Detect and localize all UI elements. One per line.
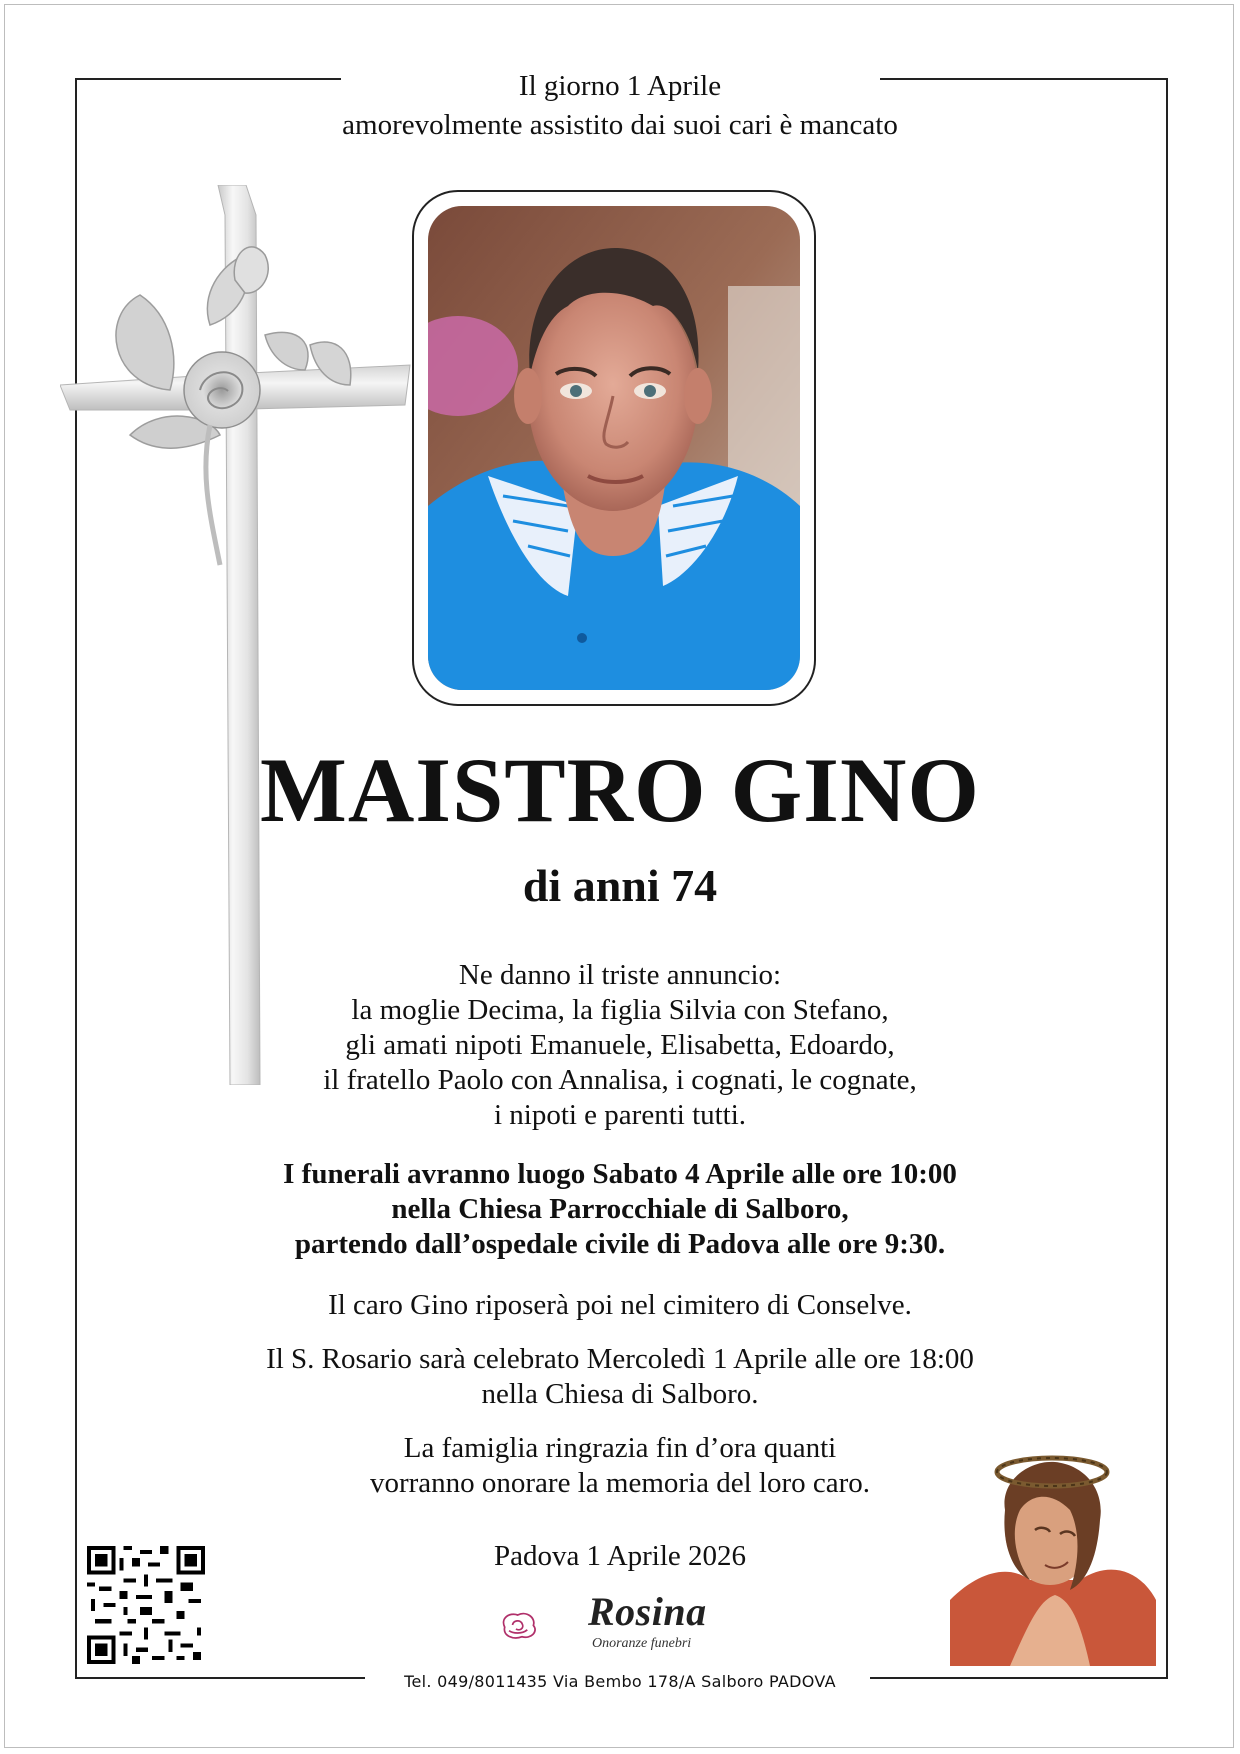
thanks-line: vorranno onorare la memoria del loro caro.	[369, 1467, 871, 1499]
ecce-homo-image	[950, 1450, 1156, 1666]
funeral-line: I funerali avranno luogo Sabato 4 Aprile alle ore 10:00	[283, 1158, 957, 1190]
funeral-home-name: Rosina	[588, 1589, 707, 1634]
funeral-line: nella Chiesa Parrocchiale di Salboro,	[391, 1193, 849, 1225]
rose-logo-icon	[496, 1590, 596, 1660]
footer-contact: Tel. 049/8011435 Via Bembo 178/A Salboro PADOVA	[404, 1672, 836, 1691]
announcement-line: il fratello Paolo con Annalisa, i cognati, le cognate,	[323, 1064, 917, 1096]
deceased-age: di anni 74	[522, 860, 718, 911]
announcement-line: gli amati nipoti Emanuele, Elisabetta, Edoardo,	[345, 1029, 895, 1061]
portrait-photo	[428, 206, 800, 690]
qr-code-icon[interactable]	[87, 1546, 205, 1664]
rosary-block	[0, 1342, 1240, 1412]
rosary-line: nella Chiesa di Salboro.	[481, 1378, 759, 1410]
portrait-frame	[412, 190, 816, 706]
announcement-block	[0, 958, 1240, 1133]
announcement-line: i nipoti e parenti tutti.	[493, 1099, 747, 1131]
burial-text: Il caro Gino riposerà poi nel cimitero di Conselve.	[328, 1289, 912, 1321]
announcement-line: Ne danno il triste annuncio:	[458, 959, 782, 991]
deceased-name: MAISTRO GINO	[260, 739, 980, 841]
announcement-line: la moglie Decima, la figlia Silvia con Stefano,	[351, 994, 889, 1026]
funeral-block	[0, 1157, 1240, 1262]
rosary-line: Il S. Rosario sarà celebrato Mercoledì 1 Aprile alle ore 18:00	[266, 1343, 974, 1375]
portrait-image	[428, 206, 800, 690]
funeral-home-subtitle: Onoranze funebri	[592, 1636, 692, 1651]
cross-with-rose-icon	[60, 185, 420, 1085]
place-date: Padova 1 Aprile 2026	[493, 1540, 747, 1572]
funeral-line: partendo dall’ospedale civile di Padova alle ore 9:30.	[294, 1228, 946, 1260]
header-line-2: amorevolmente assistito dai suoi cari è mancato	[342, 109, 898, 141]
thanks-line: La famiglia ringrazia fin d’ora quanti	[403, 1432, 837, 1464]
header-line-1: Il giorno 1 Aprile	[518, 70, 722, 102]
